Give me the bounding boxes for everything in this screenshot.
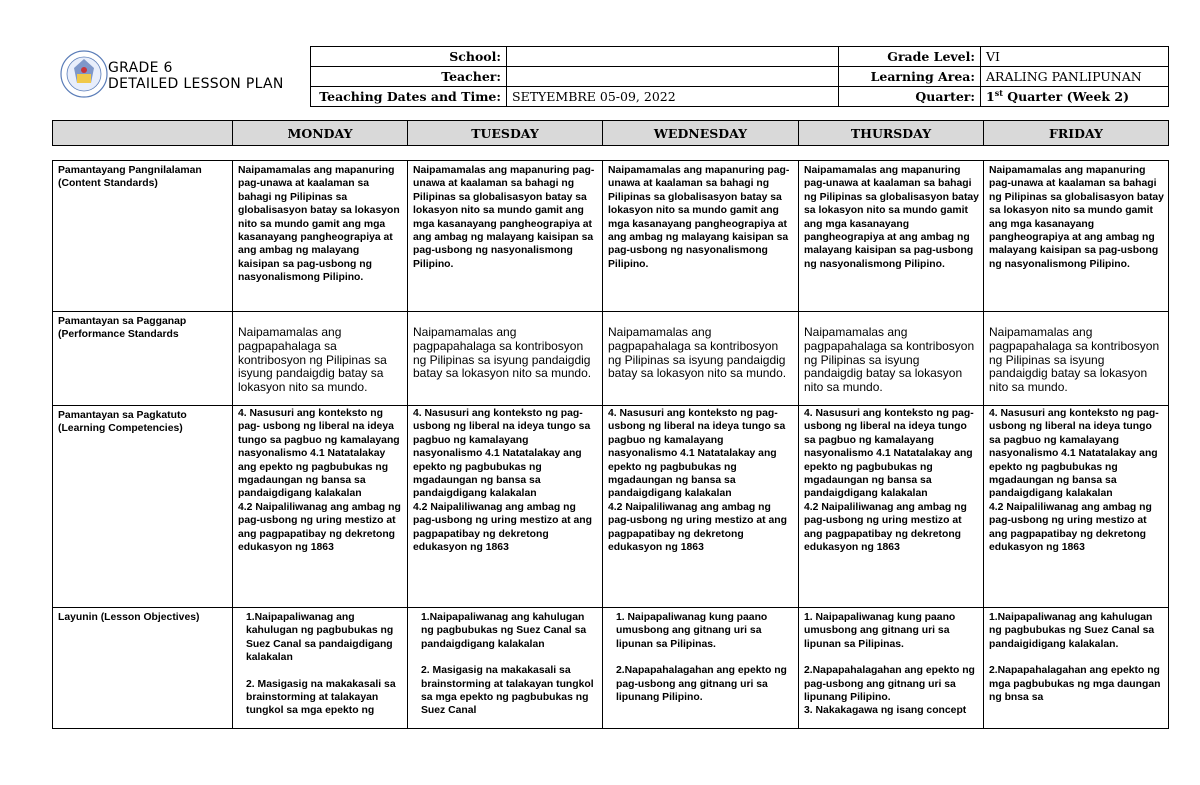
objective-item: 1. Naipapaliwanag kung paano umusbong ang gitnang uri sa lipunan sa Pilipinas.	[616, 612, 768, 650]
document-title	[108, 60, 284, 92]
lesson-objectives-thursday	[799, 608, 984, 729]
performance-standards-label: Pamantayan sa Pagganap (Performance Standards	[53, 312, 233, 406]
day-header-thursday: THURSDAY	[799, 121, 984, 146]
learning-competencies-tuesday	[408, 406, 603, 608]
competency-text: 4.2 Naipaliliwanag ang ambag ng pag-usbong ng uring mestizo at ang pagpapatibay ng dekretong edukasyon ng 1863	[989, 501, 1152, 554]
competency-text: 4.2 Naipaliliwanag ang ambag ng pag-usbong ng uring mestizo at ang pagpapatibay ng dekretong edukasyon ng 1863	[238, 501, 401, 554]
quarter-value	[981, 87, 1169, 107]
lesson-objectives-friday	[984, 608, 1169, 729]
teacher-label: Teacher:	[311, 67, 507, 87]
content-standards-monday: Naipamamalas ang mapanuring pag-unawa at kaalaman sa bahagi ng Pilipinas sa globalisasyon batay sa lokasyon nito sa mundo gamit ang mga kasanayang pangheograpiya at ang ambag ng malayang kaisipan sa pag-usbong ng nasyonalismong Pilipino.	[233, 161, 408, 312]
learning-area-label: Learning Area:	[839, 67, 981, 87]
lesson-objectives-label: Layunin (Lesson Objectives)	[53, 608, 233, 729]
quarter-number: 1	[986, 89, 995, 104]
objective-item: 1.Naipapaliwanag ang kahulugan ng pagbubukas ng Suez Canal sa pandaigdigang kalakalan	[421, 612, 587, 650]
quarter-text: Quarter (Week 2)	[1002, 89, 1130, 104]
objective-item: 2.Napapahalagahan ang epekto ng pag-usbong ang gitnang uri sa lipunang Pilipino.	[616, 665, 787, 704]
lesson-plan-grid	[52, 160, 1169, 729]
day-header-table	[52, 120, 1169, 146]
teaching-dates-value: SETYEMBRE 05-09, 2022	[507, 87, 839, 107]
objective-item: 2. Masigasig na makakasali sa brainstorming at talakayan tungkol sa mga epekto ng	[246, 678, 396, 717]
competency-text: 4. Nasusuri ang konteksto ng pag-usbong ng liberal na ideya tungo sa pagbuo ng kamalayang nasyonalismo 4.1 Natatalakay ang epekto ng pagbubukas ng mgadaungan ng bansa sa pandaigdigang kalakalan	[608, 408, 786, 500]
quarter-label: Quarter:	[839, 87, 981, 107]
lesson-objectives-tuesday	[408, 608, 603, 729]
objective-item: 1.Naipapaliwanag ang kahulugan ng pagbubukas ng Suez Canal sa pandaigidigang kalakalan.	[989, 612, 1155, 650]
performance-standards-tuesday: Naipamamalas ang pagpapahalaga sa kontribosyon ng Pilipinas sa isyung pandaigdig batay sa lokasyon nito sa mundo.	[408, 312, 603, 406]
quarter-ordinal: st	[994, 87, 1003, 98]
competency-text: 4. Nasusuri ang konteksto ng pag-usbong ng liberal na ideya tungo sa pagbuo ng kamalayang nasyonalismo 4.1 Natatalakay ang epekto ng pagbubukas ng mgadaungan ng bansa sa pandaigdigang kalakalan	[413, 408, 591, 500]
learning-competencies-wednesday	[603, 406, 799, 608]
learning-competencies-thursday	[799, 406, 984, 608]
content-standards-wednesday: Naipamamalas ang mapanuring pag-unawa at kaalaman sa bahagi ng Pilipinas sa globalisasyon batay sa lokasyon nito sa mundo gamit ang mga kasanayang pangheograpiya at ang ambag ng malayang kaisipan sa pag-usbong ng nasyonalismong Pilipino.	[603, 161, 799, 312]
day-header-tuesday: TUESDAY	[408, 121, 603, 146]
performance-standards-wednesday: Naipamamalas ang pagpapahalaga sa kontribosyon ng Pilipinas sa isyung pandaigdig batay sa lokasyon nito sa mundo.	[603, 312, 799, 406]
day-header-blank	[53, 121, 233, 146]
learning-competencies-monday	[233, 406, 408, 608]
objective-item: 3. Nakakagawa ng isang concept	[804, 705, 967, 717]
performance-standards-friday: Naipamamalas ang pagpapahalaga sa kontribosyon ng Pilipinas sa isyung pandaigdig batay sa lokasyon nito sa mundo.	[984, 312, 1169, 406]
school-value	[507, 47, 839, 67]
lesson-objectives-row	[53, 608, 1169, 729]
performance-standards-thursday: Naipamamalas ang pagpapahalaga sa kontribosyon ng Pilipinas sa isyung pandaigdig batay sa lokasyon nito sa mundo.	[799, 312, 984, 406]
competency-text: 4.2 Naipaliliwanag ang ambag ng pag-usbong ng uring mestizo at ang pagpapatibay ng dekretong edukasyon ng 1863	[413, 501, 592, 554]
learning-competencies-label: Pamantayan sa Pagkatuto (Learning Competencies)	[53, 406, 233, 608]
competency-text: 4.2 Naipaliliwanag ang ambag ng pag-usbong ng uring mestizo at ang pagpapatibay ng dekretong edukasyon ng 1863	[804, 501, 967, 554]
content-standards-row	[53, 161, 1169, 312]
objective-item: 2.Napapahalagahan ang epekto ng mga pagbubukas ng mga daungan ng bnsa sa	[989, 665, 1161, 704]
deped-seal-logo	[60, 50, 108, 98]
content-standards-thursday: Naipamamalas ang mapanuring pag-unawa at kaalaman sa bahagi ng Pilipinas sa globalisasyon batay sa lokasyon nito sa mundo gamit ang mga kasanayang pangheograpiya at ang ambag ng malayang kaisipan sa pag-usbong ng nasyonalismong Pilipino.	[799, 161, 984, 312]
grade-level-value: VI	[981, 47, 1169, 67]
day-header-monday: MONDAY	[233, 121, 408, 146]
day-header-wednesday: WEDNESDAY	[603, 121, 799, 146]
teaching-dates-label: Teaching Dates and Time:	[311, 87, 507, 107]
objective-item: 1.Naipapaliwanag ang kahulugan ng pagbubukas ng Suez Canal sa pandaigdigang kalakalan	[246, 612, 394, 664]
content-standards-tuesday: Naipamamalas ang mapanuring pag-unawa at kaalaman sa bahagi ng Pilipinas sa globalisasyon batay sa lokasyon nito sa mundo gamit ang mga kasanayang pangheograpiya at ang ambag ng malayang kaisipan sa pag-usbong ng nasyonalismong Pilipino.	[408, 161, 603, 312]
performance-standards-row	[53, 312, 1169, 406]
objective-item: 2.Napapahalagahan ang epekto ng pag-usbong ang gitnang uri sa lipunang Pilipino.	[804, 665, 975, 704]
lesson-objectives-wednesday	[603, 608, 799, 729]
competency-text: 4. Nasusuri ang konteksto ng pag- usbong ng liberal na ideya tungo sa pagbuo ng kamalayang nasyonalismo 4.1 Natatalakay ang epekto ng pagbubukas ng mgadaungan ng bansa sa pandaigdigang kalakalan	[804, 408, 974, 500]
competency-text: 4. Nasusuri ang konteksto ng pag- usbong ng liberal na ideya tungo sa pagbuo ng kamalayang nasyonalismo 4.1 Natatalakay ang epekto ng pagbubukas ng mgadaungan ng bansa sa pandaigdigang kalakalan	[989, 408, 1159, 500]
school-label: School:	[311, 47, 507, 67]
content-standards-label: Pamantayang Pangnilalaman (Content Standards)	[53, 161, 233, 312]
title-detailed-lesson-plan: DETAILED LESSON PLAN	[108, 76, 284, 92]
objective-item: 2. Masigasig na makakasali sa brainstorming at talakayan tungkol sa mga epekto ng pagbubukas ng Suez Canal	[421, 665, 594, 717]
title-grade: GRADE 6	[108, 60, 173, 76]
competency-text: 4. Nasusuri ang konteksto ng pag- usbong ng liberal na ideya tungo sa pagbuo ng kamalayang nasyonalismo 4.1 Natatalakay ang epekto ng pagbubukas ng mgadaungan ng bansa sa pandaigdigang kalakalan	[238, 408, 400, 500]
learning-area-value: ARALING PANLIPUNAN	[981, 67, 1169, 87]
competency-text: 4.2 Naipaliliwanag ang ambag ng pag-usbong ng uring mestizo at ang pagpapatibay ng dekretong edukasyon ng 1863	[608, 501, 787, 554]
learning-competencies-row	[53, 406, 1169, 608]
objective-item: 1. Naipapaliwanag kung paano umusbong ang gitnang uri sa lipunan sa Pilipinas.	[804, 612, 956, 650]
grade-level-label: Grade Level:	[839, 47, 981, 67]
performance-standards-monday: Naipamamalas ang pagpapahalaga sa kontribosyon ng Pilipinas sa isyung pandaigdig batay sa lokasyon nito sa mundo.	[233, 312, 408, 406]
header-info-table	[310, 46, 1169, 107]
day-header-friday: FRIDAY	[984, 121, 1169, 146]
lesson-objectives-monday	[233, 608, 408, 729]
content-standards-friday: Naipamamalas ang mapanuring pag-unawa at kaalaman sa bahagi ng Pilipinas sa globalisasyon batay sa lokasyon nito sa mundo gamit ang mga kasanayang pangheograpiya at ang ambag ng malayang kaisipan sa pag-usbong ng nasyonalismong Pilipino.	[984, 161, 1169, 312]
learning-competencies-friday	[984, 406, 1169, 608]
teacher-value	[507, 67, 839, 87]
